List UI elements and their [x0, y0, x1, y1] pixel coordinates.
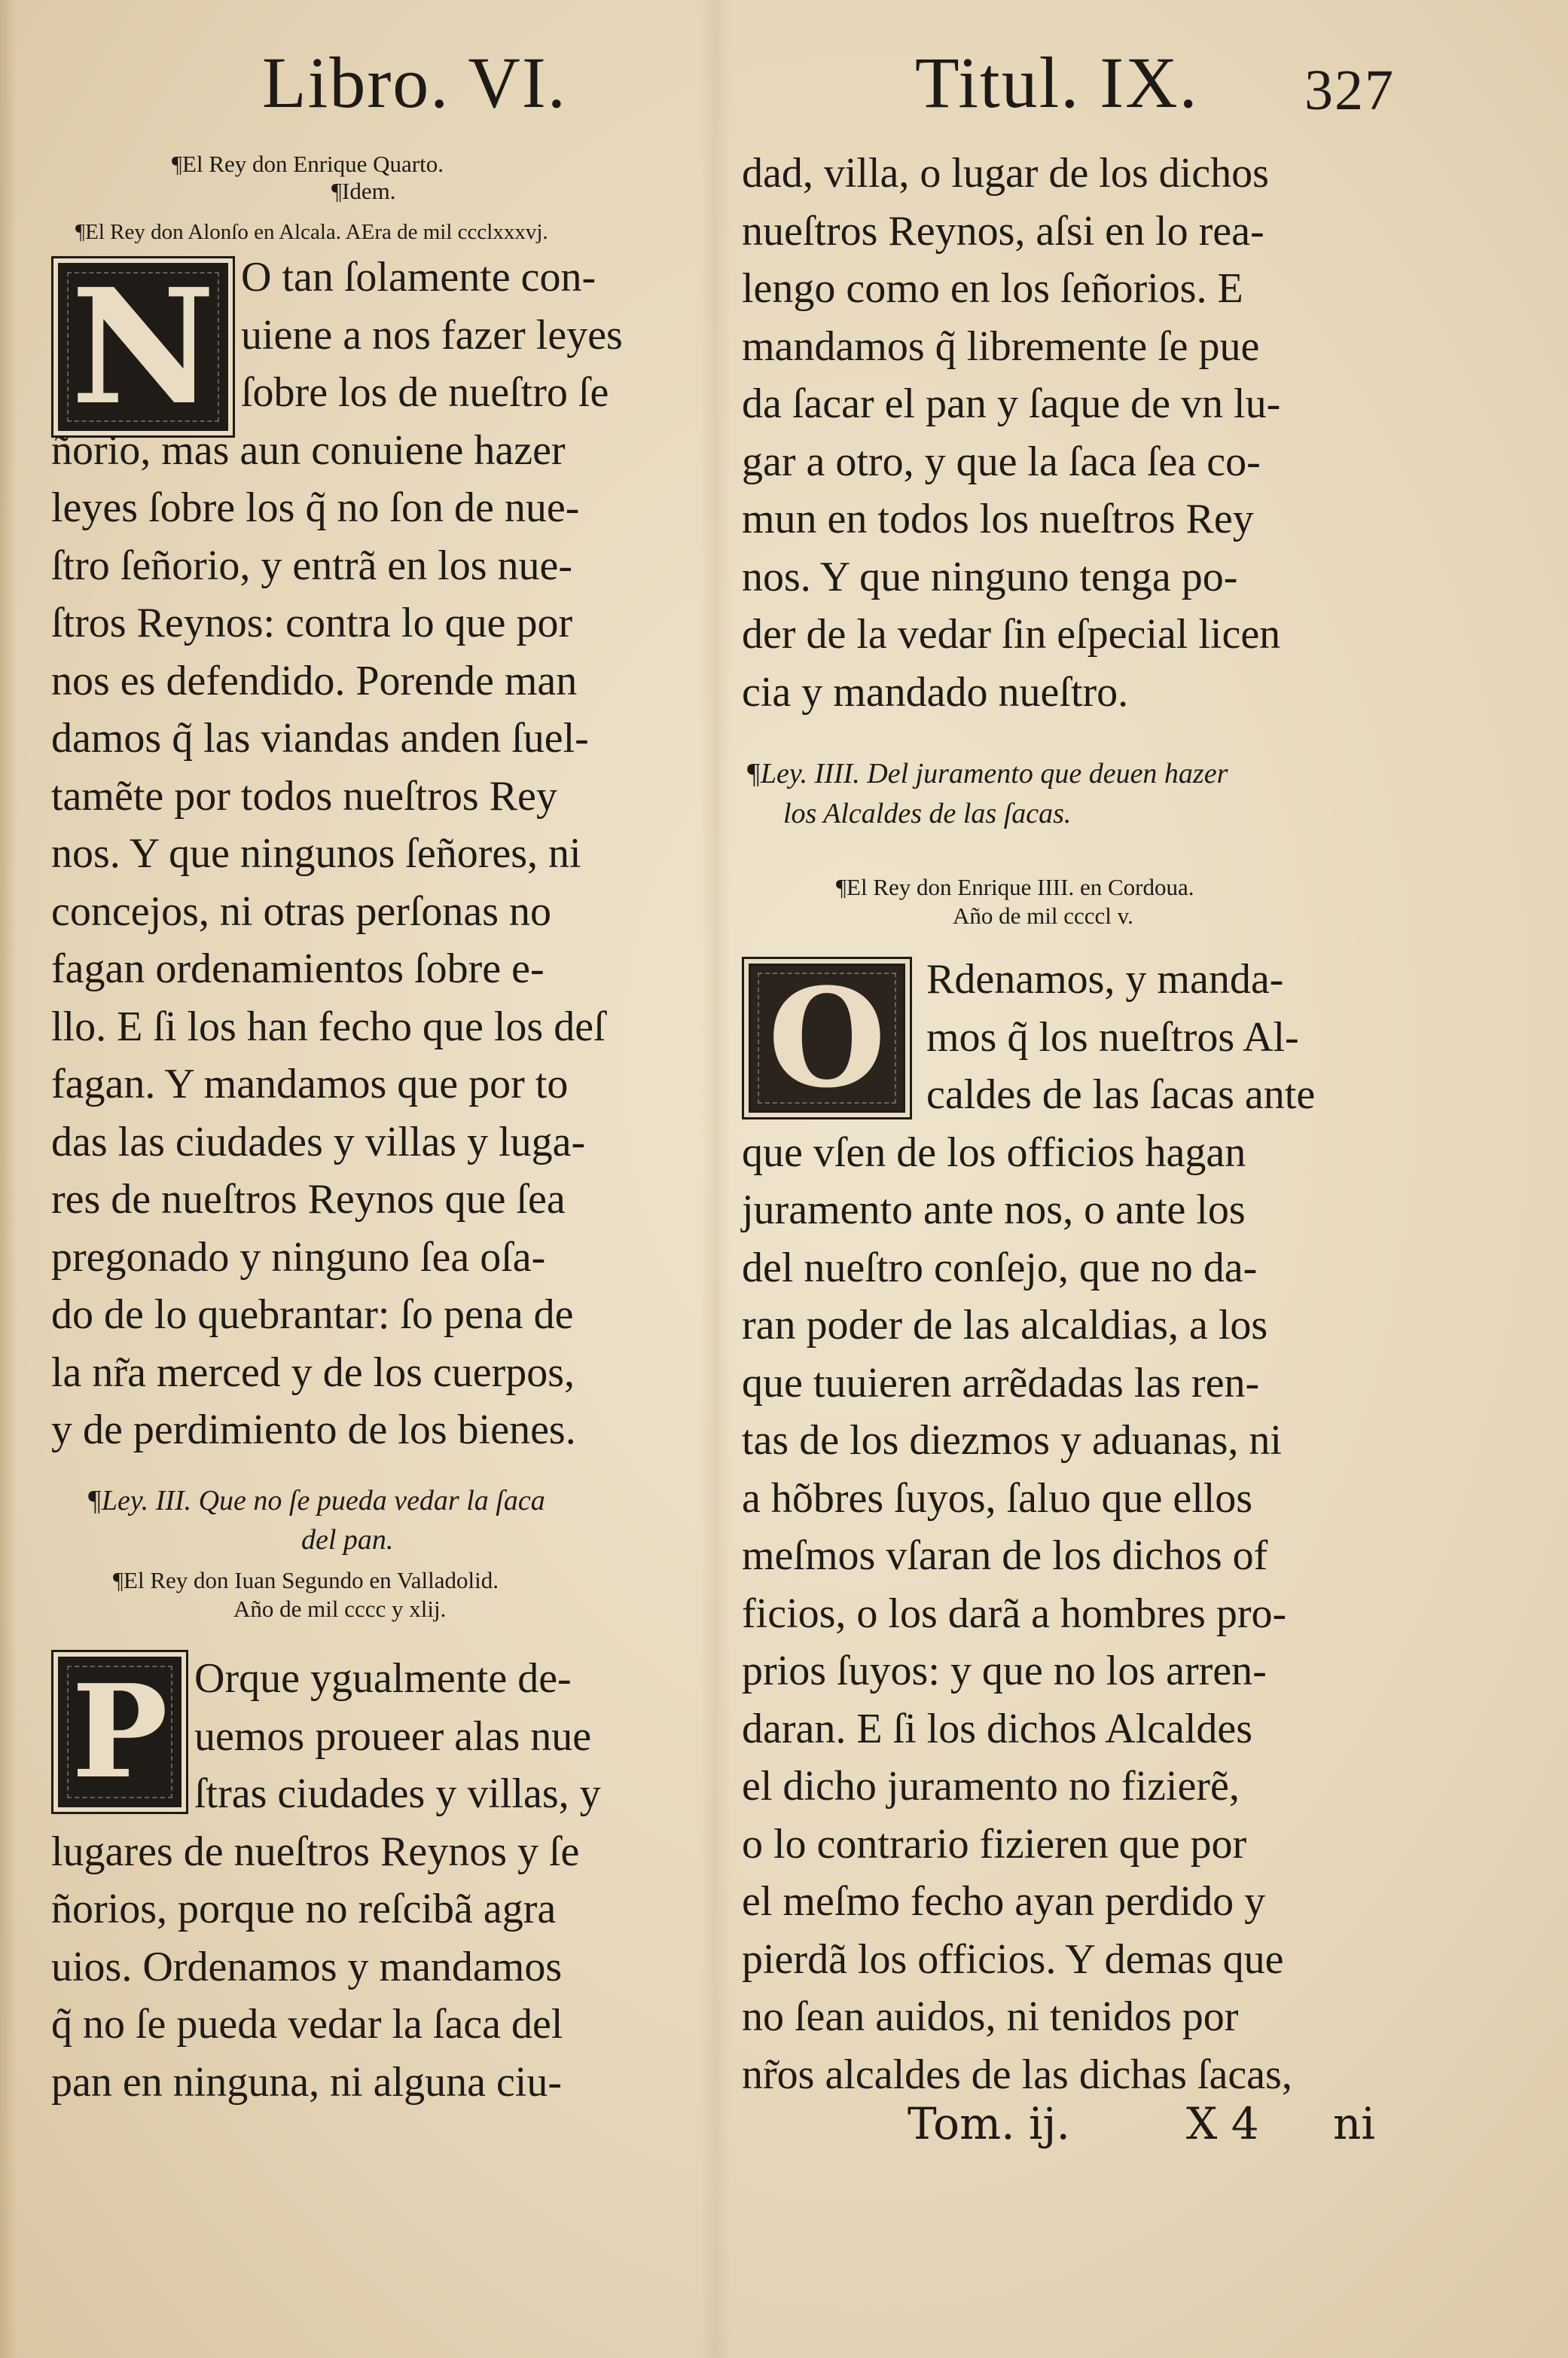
law-3-continuation	[742, 145, 1397, 721]
text-line: dad, villa, o lugar de los dichos	[742, 150, 1269, 197]
law-4-text	[742, 951, 1397, 2103]
law-4-title-cont: los Alcaldes de las ſacas.	[783, 798, 1072, 829]
initial-letter: O	[767, 958, 886, 1118]
text-line: uios. Ordenamos y mandamos	[51, 1943, 563, 1990]
text-line: que tuuieren arrẽdadas las ren-	[742, 1359, 1260, 1407]
rubric-enrique-quarto: ¶El Rey don Enrique Quarto.	[172, 151, 444, 177]
text-line: q̃ no ſe pueda vedar la ſaca del	[51, 2001, 563, 2048]
text-line: ſtras ciudades y villas, y	[194, 1770, 601, 1817]
rubric-year-1442: Año de mil cccc y xlij.	[233, 1596, 447, 1622]
text-line: leyes ſobre los q̃ no ſon de nue-	[51, 484, 580, 531]
text-line: o lo contrario fizieren que por	[742, 1820, 1247, 1868]
text-line: fagan ordenamientos ſobre e-	[51, 945, 545, 992]
text-line: ñorios, porque no reſcibã agra	[51, 1886, 557, 1932]
text-line: concejos, ni otras perſonas no	[51, 887, 552, 935]
text-line: nos. Y que ningunos ſeñores, ni	[51, 830, 581, 877]
text-line: mos q̃ los nueſtros Al-	[926, 1013, 1299, 1061]
text-line: no ſean auidos, ni tenidos por	[742, 1993, 1239, 2040]
text-line: der de la vedar ſin eſpecial licen	[742, 611, 1281, 658]
page-number: 327	[1304, 59, 1395, 122]
text-line: juramento ante nos, o ante los	[742, 1187, 1246, 1233]
text-line: Orque ygualmente de-	[194, 1655, 572, 1702]
text-line: daran. E ſi los dichos Alcaldes	[742, 1705, 1253, 1752]
text-line: pregonado y ninguno ſea oſa-	[51, 1233, 546, 1281]
text-line: caldes de las ſacas ante	[926, 1071, 1316, 1118]
rubric-alonso-alcala: ¶El Rey don Alonſo en Alcala. AEra de mil ccclxxxvj.	[75, 220, 548, 244]
text-line: nr̃os alcaldes de las dichas ſacas,	[742, 2051, 1292, 2098]
law-3-text	[51, 1650, 691, 2111]
text-line: ran poder de las alcaldias, a los	[742, 1302, 1268, 1349]
law-3-title-cont: del pan.	[301, 1524, 394, 1556]
rubric-juan-segundo: ¶El Rey don Iuan Segundo en Valladolid.	[113, 1567, 499, 1593]
text-line: tas de los diezmos y aduanas, ni	[742, 1417, 1282, 1464]
text-line: ſtros Reynos: contra lo que por	[51, 600, 573, 646]
text-line: res de nueſtros Reynos que ſea	[51, 1176, 566, 1223]
signature-mark: X 4	[1186, 2098, 1259, 2149]
text-line: tamẽte por todos nueſtros Rey	[51, 772, 557, 820]
text-line: pan en ninguna, ni alguna ciu-	[51, 2058, 563, 2106]
text-line: gar a otro, y que la ſaca ſea co-	[742, 438, 1261, 485]
catchword: ni	[1333, 2098, 1375, 2149]
initial-letter: N	[71, 254, 215, 440]
page-edge	[0, 0, 17, 2358]
text-line: damos q̃ las viandas anden ſuel-	[51, 715, 589, 762]
text-line: uiene a nos fazer leyes	[241, 311, 623, 359]
text-line: la nr̃a merced y de los cuerpos,	[51, 1349, 575, 1396]
text-line: a hõbres ſuyos, ſaluo que ellos	[742, 1474, 1253, 1522]
text-line: prios ſuyos: y que no los arren-	[742, 1648, 1267, 1694]
text-line: el meſmo fecho ayan perdido y	[742, 1878, 1266, 1925]
text-line: do de lo quebrantar: ſo pena de	[51, 1291, 574, 1338]
law-4-title: ¶Ley. IIII. Del juramento que deuen hazer	[746, 758, 1228, 790]
rubric-year-1455: Año de mil ccccl v.	[953, 903, 1133, 929]
initial-letter: P	[72, 1657, 168, 1807]
rubric-enrique-cordoua: ¶El Rey don Enrique IIII. en Cordoua.	[836, 874, 1194, 900]
text-line: ſtro ſeñorio, y entrã en los nue-	[51, 542, 573, 589]
text-line: el dicho juramento no fizierẽ,	[742, 1763, 1240, 1810]
text-line: mun en todos los nueſtros Rey	[742, 496, 1254, 542]
law-1-text	[51, 249, 691, 1459]
rubric-idem: ¶Idem.	[331, 178, 396, 204]
volume-mark: Tom. ij.	[908, 2098, 1070, 2149]
text-line: del nueſtro conſejo, que no da-	[742, 1244, 1258, 1291]
text-line: ficios, o los darã a hombres pro-	[742, 1590, 1287, 1637]
text-line: nos es defendido. Porende man	[51, 657, 578, 704]
text-line: Rdenamos, y manda-	[926, 956, 1284, 1003]
text-line: nos. Y que ninguno tenga po-	[742, 553, 1238, 600]
text-line: lugares de nueſtros Reynos y ſe	[51, 1828, 580, 1875]
text-line: cia y mandado nueſtro.	[742, 668, 1129, 716]
text-line: da ſacar el pan y ſaque de vn lu-	[742, 380, 1281, 427]
text-line: O tan ſolamente con-	[241, 254, 596, 301]
text-line: meſmos vſaran de los dichos of	[742, 1532, 1268, 1579]
text-line: das las ciudades y villas y luga-	[51, 1118, 586, 1165]
text-line: ñorio, mas aun conuiene hazer	[51, 426, 566, 474]
law-3-title: ¶Ley. III. Que no ſe pueda vedar la ſaca	[87, 1485, 545, 1517]
text-line: uemos proueer alas nue	[194, 1712, 592, 1760]
text-line: y de perdimiento de los bienes.	[51, 1407, 576, 1453]
text-line: mandamos q̃ libremente ſe pue	[742, 322, 1260, 370]
column-gutter	[700, 0, 731, 2358]
text-line: que vſen de los officios hagan	[742, 1129, 1246, 1176]
text-line: pierdã los officios. Y demas que	[742, 1935, 1284, 1983]
text-line: fagan. Y mandamos que por to	[51, 1061, 569, 1107]
running-header-book: Libro. VI.	[262, 42, 567, 123]
text-line: nueſtros Reynos, aſsi en lo rea-	[742, 207, 1264, 255]
running-header-title: Titul. IX.	[915, 42, 1199, 123]
text-line: lengo como en los ſeñorios. E	[742, 265, 1243, 312]
text-line: ſobre los de nueſtro ſe	[241, 369, 609, 416]
text-line: llo. E ſi los han fecho que los deſ	[51, 1003, 606, 1050]
